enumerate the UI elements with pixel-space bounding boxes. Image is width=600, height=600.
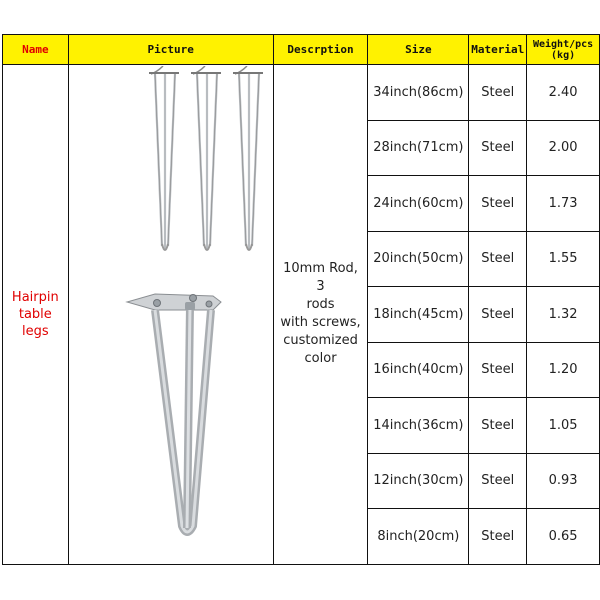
table-body [3,65,600,565]
header-description: Descrption [273,35,368,65]
small-hairpin-leg-3 [233,66,263,250]
cell-material: Steel [469,120,527,176]
table-row [3,65,600,121]
cell-size: 24inch(60cm) [368,176,469,232]
cell-size: 28inch(71cm) [368,120,469,176]
description-line: color [304,351,337,367]
small-hairpin-leg-2 [191,66,221,250]
cell-weight: 1.73 [527,176,600,232]
large-hairpin-leg [127,294,221,532]
hairpin-legs-picture [69,66,273,562]
description-line: with screws, [280,315,361,331]
description-line: customized [283,333,358,349]
cell-material: Steel [469,509,527,565]
product-description-cell [273,65,368,565]
product-name-cell [3,65,69,565]
header-material: Material [469,35,527,65]
header-weight [527,35,600,65]
cell-material: Steel [469,176,527,232]
cell-size: 16inch(40cm) [368,342,469,398]
header-name: Name [3,35,69,65]
cell-weight: 1.20 [527,342,600,398]
cell-weight: 0.65 [527,509,600,565]
table-header-row [3,35,600,65]
header-size: Size [368,35,469,65]
product-picture-cell [68,65,273,565]
cell-size: 12inch(30cm) [368,453,469,509]
header-weight-line1: Weight/pcs [532,38,594,50]
cell-material: Steel [469,342,527,398]
description-line: 10mm Rod, 3 [283,261,358,295]
cell-weight: 1.32 [527,287,600,343]
cell-weight: 2.40 [527,65,600,121]
description-line: rods [306,297,335,313]
cell-size: 14inch(36cm) [368,398,469,454]
cell-size: 18inch(45cm) [368,287,469,343]
cell-size: 34inch(86cm) [368,65,469,121]
small-hairpin-leg-1 [149,66,179,250]
cell-material: Steel [469,65,527,121]
cell-weight: 2.00 [527,120,600,176]
cell-weight: 1.55 [527,231,600,287]
cell-weight: 1.05 [527,398,600,454]
cell-weight: 0.93 [527,453,600,509]
product-name-line: legs [22,323,49,339]
header-picture: Picture [68,35,273,65]
cell-size: 20inch(50cm) [368,231,469,287]
cell-material: Steel [469,398,527,454]
cell-size: 8inch(20cm) [368,509,469,565]
product-name-line: table [18,306,52,322]
cell-material: Steel [469,231,527,287]
product-spec-table [2,34,600,565]
cell-material: Steel [469,453,527,509]
product-name-line: Hairpin [11,289,59,305]
header-weight-line2: (kg) [551,49,576,61]
cell-material: Steel [469,287,527,343]
